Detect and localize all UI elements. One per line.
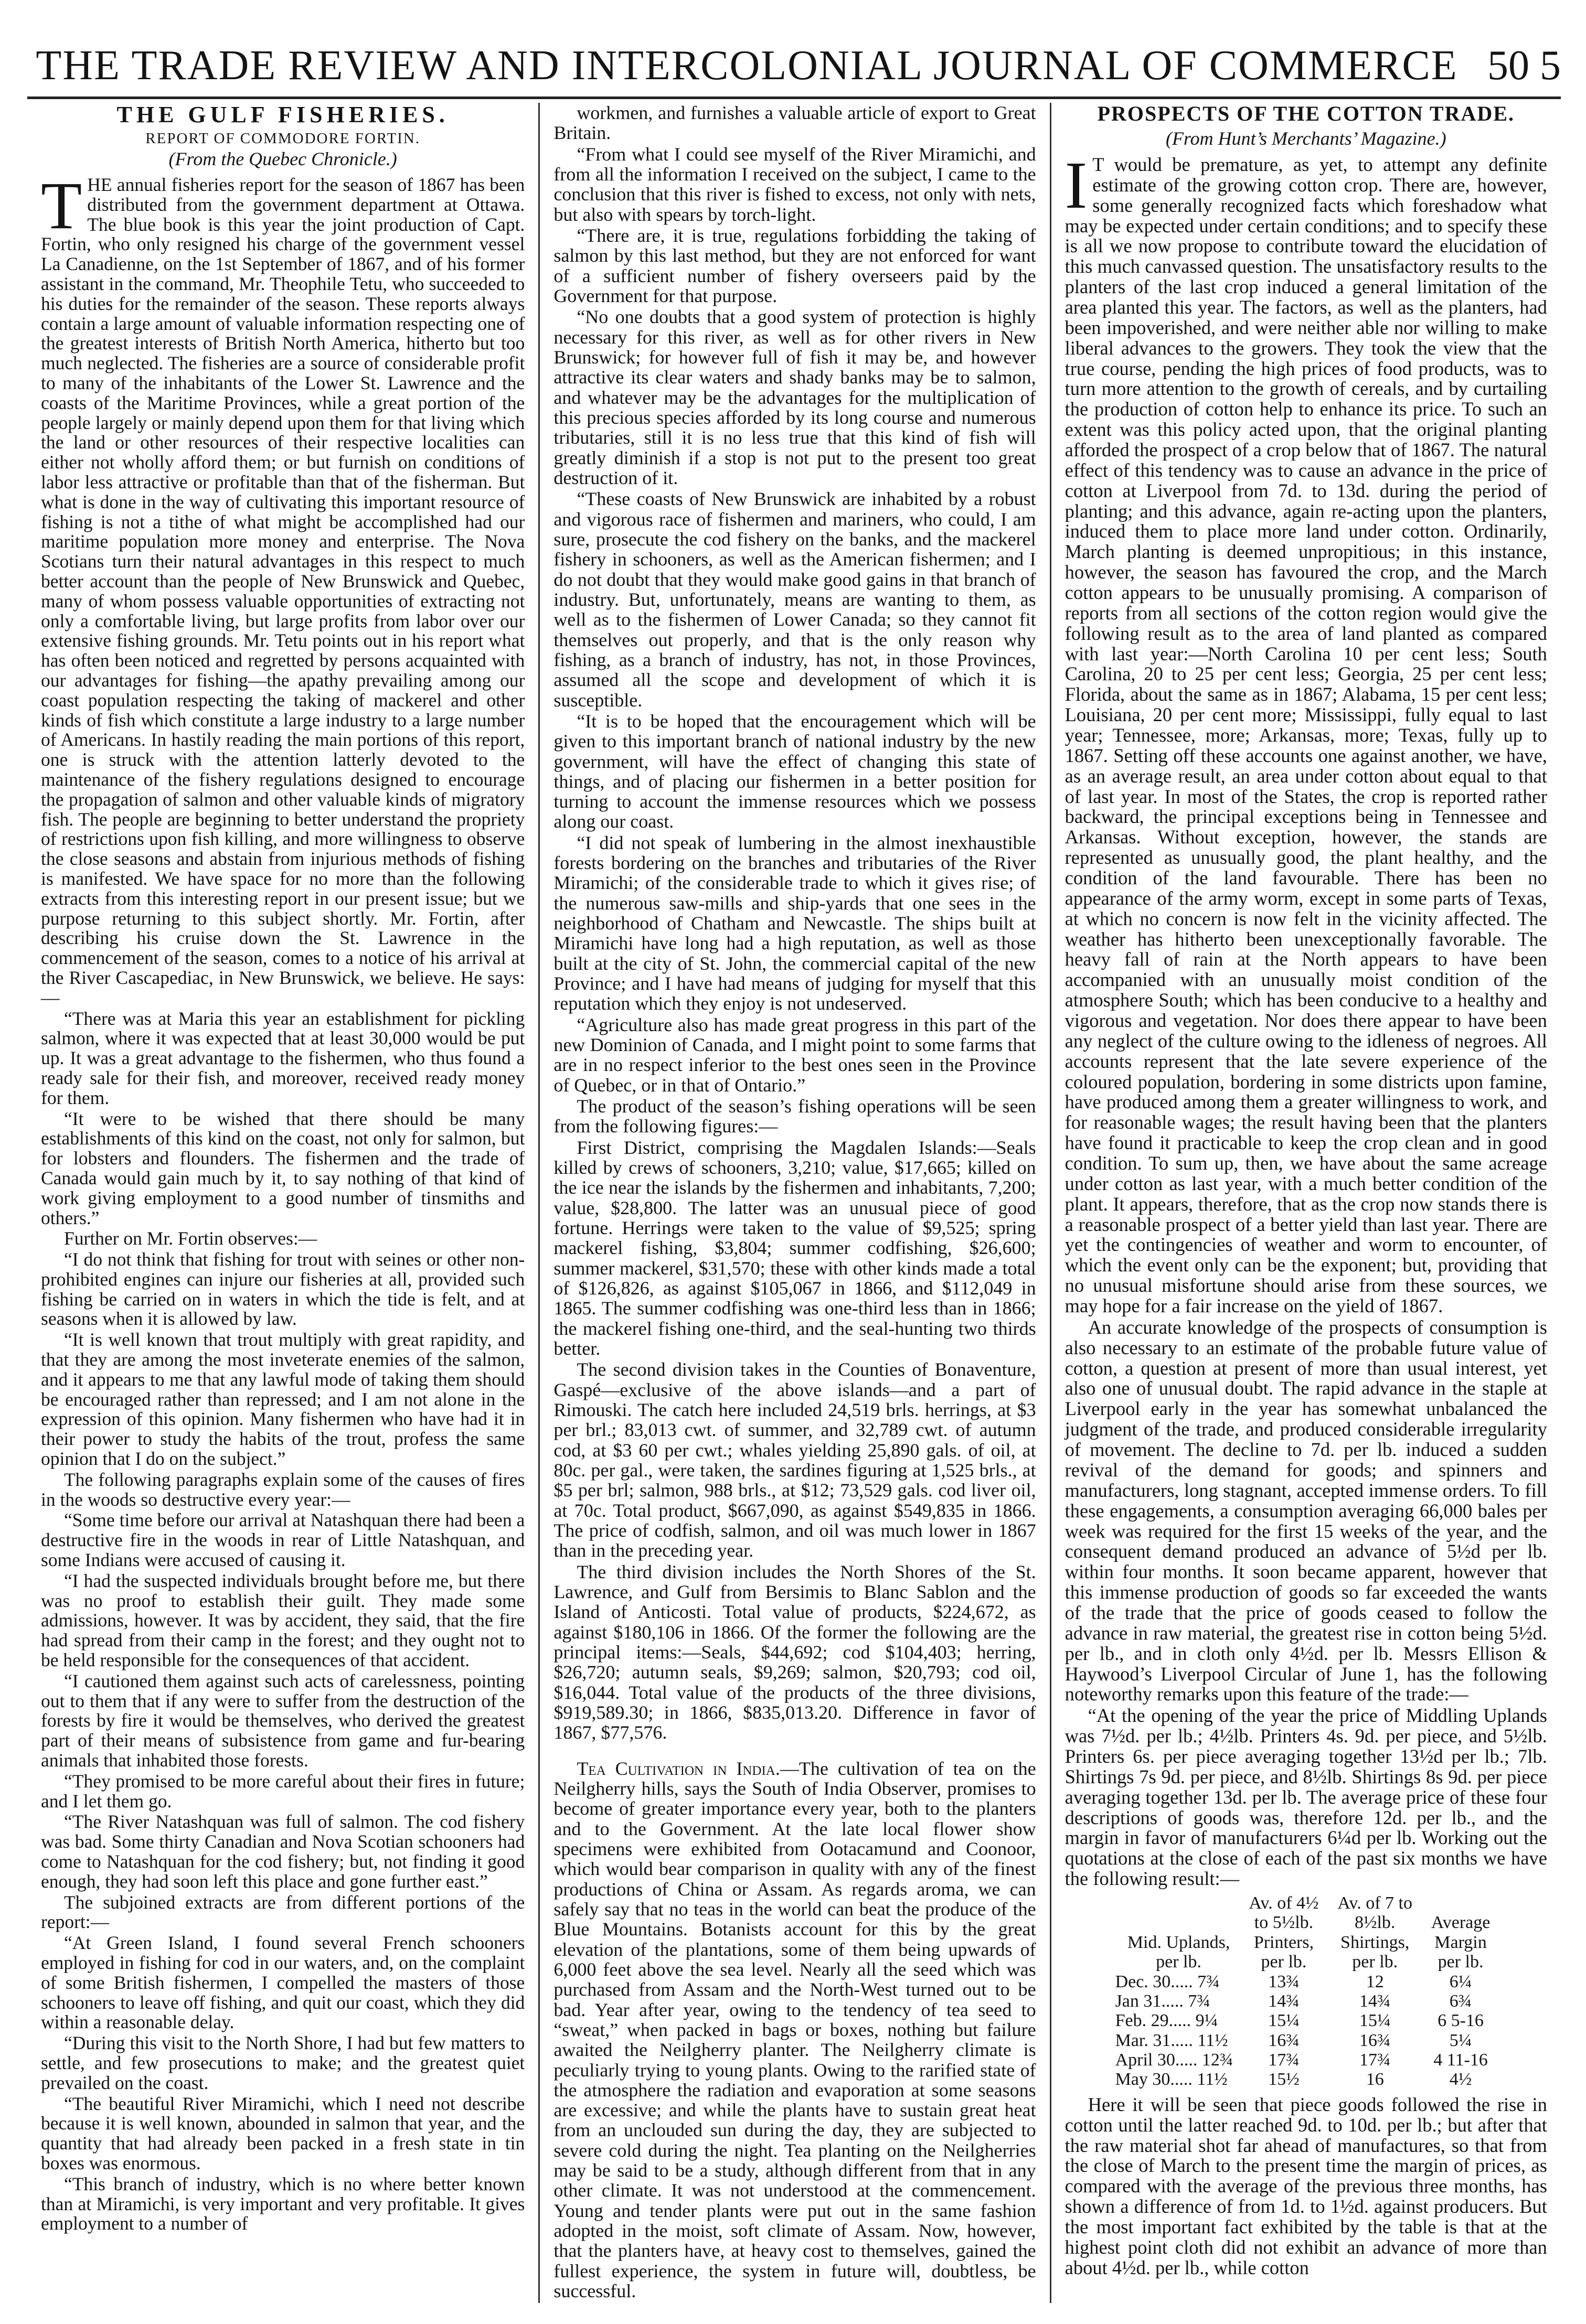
cotton-circular-quote: “At the opening of the year the price of Middling Uplands was 7½d. per lb.; 4½lb. Printers 4s. 9d. per piece, and 5½lb. Printers 6s. per piece averaging together 13½d per lb.; 7lb. Shirtings 7s 9d. per piece, and 8½lb. Shirtings 8s 9d. per piece averaging together 13d. per lb. The average price of these four descriptions of goods was, therefore 12d. per lb., and the margin in favor of manufacturers 6¼d per lb. Working out the quotations at the close of each of the past six months we have the following result:— xyxy=(1065,1705,1547,1890)
table-row xyxy=(1113,1991,1499,2011)
tea-cultivation-heading: Tea Cultivation in India. xyxy=(577,1758,780,1779)
article-paragraph: “I did not speak of lumbering in the almost inexhaustible forests bordering on the branches and tributaries of the River Miramichi; of the considerable trade to which it gives rise; of the numerous saw-mills and ship-yards that one sees in the neighborhood of Chatham and Newcastle. The ships built at Miramichi have long had a high reputation, as well as those built at the city of St. John, the commercial capital of the new Province; and I have had means of judging for myself that this reputation which they enjoy is not undeserved. xyxy=(553,832,1036,1014)
table-cell-month-uplands: Mar. 31..... 11½ xyxy=(1115,2030,1228,2050)
gulf-fisheries-subtitle: REPORT OF COMMODORE FORTIN. xyxy=(145,130,421,147)
article-paragraph: Further on Mr. Fortin observes:— xyxy=(64,1228,317,1249)
table-row xyxy=(1113,2031,1499,2050)
article-paragraph: “They promised to be more careful about their fires in future; and I let them go. xyxy=(41,1770,525,1812)
article-paragraph: “There are, it is true, regulations forbidding the taking of salmon by this last method, but they are not enforced for want of a sufficient number of fishery overseers paid by the Government for that purpose. xyxy=(553,224,1036,306)
article-paragraph: “It is well known that trout multiply with great rapidity, and that they are among the most inveterate enemies of the salmon, and it appears to me that any lawful mode of taking them should be encouraged rather than repressed; and I am not alone in the expression of this opinion. Many fishermen who have had it in their power to study the habits of the trout, profess the same opinion that I do on the subject.” xyxy=(41,1329,525,1470)
article-paragraph: “During this visit to the North Shore, I had but few matters to settle, and few prosecutions to make; and the greatest quiet prevailed on the coast. xyxy=(41,2032,525,2093)
table-cell-shirtings: 12 xyxy=(1366,1972,1384,1991)
article-paragraph: “There was at Maria this year an establishment for pickling salmon, where it was expected that at least 30,000 would be put up. It was a great advantage to the fishermen, who thus found a ready sale for their fish, and moreover, received ready money for them. xyxy=(41,1008,525,1108)
tea-cultivation-text: —The cultivation of tea on the Neilgherry hills, says the South of India Observer, promises to become of greater importance every year, both to the planters and to the Government. At the late local flower show specimens were exhibited from Ootacamund and Coonoor, which would bear comparison in quality with any of the finest productions of China or Assam. As regards aroma, we can safely say that no teas in the world can beat the produce of the Blue Mountains. Botanists account for this by the great elevation of the plantations, some of them being upwards of 6,000 feet above the sea level. Nearly all the seed which was purchased from Assam and the North-West turned out to be bad. Year after year, owing to the tendency of tea seed to “sweat,” when packed in bags or boxes, nothing but failure awaited the Neilgherry planter. The Neilgherry climate is peculiarly trying to young plants. Owing to the rarified state of the atmosphere the radiation and evaporation at some seasons are excessive; and while the plants have to sustain great heat from an unclouded sun during the day, they are subjected to severe cold during the night. Tea planting on the Neilgherries may be said to be a study, although different from that in any other climate. It was not understood at the commencement. Young and tender plants were put out in the same fashion adopted in the moist, soft climate of Assam. Now, however, that the planters have, at heavy cost to themselves, gained the fullest experience, the system in future will, doubtless, be successful. xyxy=(553,1758,1036,2302)
table-header-uplands: Mid. Uplands, per lb. xyxy=(1127,1932,1230,1972)
table-cell-month-uplands: May 30..... 11½ xyxy=(1115,2070,1228,2090)
table-cell-printers: 17¾ xyxy=(1268,2050,1300,2070)
gulf-fisheries-source: (From the Quebec Chronicle.) xyxy=(168,148,397,169)
table-header-margin: Average Margin per lb. xyxy=(1431,1913,1491,1972)
drop-cap: I xyxy=(1065,147,1088,222)
table-cell-month-uplands: Jan 31..... 7¾ xyxy=(1115,1991,1210,2011)
table-cell-shirtings: 16 xyxy=(1366,2070,1384,2090)
tea-cultivation-paragraph xyxy=(553,1759,1036,2301)
article-paragraph: “At Green Island, I found several French schooners employed in fishing for cod in our waters, and, on the complaint of some British fishermen, I compelled the masters of those schooners to leave off fishing, and quit our coast, which they did within a reasonable delay. xyxy=(41,1932,525,2033)
column-3 xyxy=(1050,103,1561,2303)
cotton-conclusion-paragraph: Here it will be seen that piece goods followed the rise in cotton until the latter reached 9d. to 10d. per lb.; but after that the raw material shot far ahead of manufactures, so that from the close of March to the present time the margin of prices, as compared with the average of the previous three months, has shown a difference of from 1d. to 1½d. against producers. But the most important fact exhibited by the table is that at the highest point cloth did not exhibit an advance of more than about 4½d. per lb., while cotton xyxy=(1065,2093,1547,2278)
table-cell-month-uplands: April 30..... 12¾ xyxy=(1115,2050,1233,2070)
table-header-printers: Av. of 4½ to 5½lb. Printers, per lb. xyxy=(1249,1893,1319,1972)
article-paragraph: The product of the season’s fishing operations will be seen from the following figures:— xyxy=(553,1096,1036,1137)
table-cell-margin: 6¼ xyxy=(1449,1972,1472,1991)
article-paragraph: “The beautiful River Miramichi, which I need not describe because it is well known, abounded in salmon that year, and the quantity that had already been packed in a fresh state in tin boxes was enormous. xyxy=(41,2093,525,2173)
article-paragraph: “I cautioned them against such acts of carelessness, pointing out to them that if any were to suffer from the destruction of the forests by fire it would be themselves, who derived the greatest part of their means of subsistence from game and fur-bearing animals that inhabited those forests. xyxy=(41,1670,525,1771)
table-cell-margin: 4½ xyxy=(1449,2070,1472,2090)
gulf-fisheries-body xyxy=(41,1009,525,2234)
article-paragraph: The subjoined extracts are from different portions of the report:— xyxy=(41,1891,525,1933)
table-cell-printers: 15½ xyxy=(1268,2070,1300,2090)
cotton-consumption-paragraph: An accurate knowledge of the prospects of consumption is also necessary to an estimate of the probable future value of cotton, a question at present of more than usual interest, yet also one of unusual doubt. The rapid advance in the staple at Liverpool early in the year has somewhat unbalanced the judgment of the trade, and produced considerable irregularity of movement. The decline to 7d. per lb. induced a sudden revival of the demand for goods; and spinners and manufacturers, long stagnant, accepted immense orders. To fill these engagements, a consumption averaging 66,000 bales per week was required for the first 15 weeks of the year, and the consequent demand produced an advance of 5½d per lb. within four months. It soon became apparent, however that this immense production of goods so far exceeded the wants of the trade that the price of goods ceased to follow the advance in raw material, the greatest rise in cotton being 5½d. per lb., and in cloth only 4½d. per lb. Messrs Ellison & Haywood’s Liverpool Circular of June 1, has the following noteworthy remarks upon this feature of the trade:— xyxy=(1065,1316,1547,1705)
table-header-shirtings: Av. of 7 to 8½lb. Shirtings, per lb. xyxy=(1337,1893,1412,1972)
article-paragraph: “I do not think that fishing for trout with seines or other non-prohibited engines can injure our fisheries at all, provided such fishing be carried on in waters in which the tide is felt, and at seasons when it is allowed by law. xyxy=(41,1249,525,1330)
table-header-row xyxy=(1113,1893,1499,1972)
table-cell-printers: 15¼ xyxy=(1268,2011,1300,2031)
table-body xyxy=(1113,1972,1499,2090)
article-paragraph: First District, comprising the Magdalen Islands:—Seals killed by crews of schooners, 3,210; value, $17,665; killed on the ice near the islands by the fishermen and inhabitants, 7,200; value, $28,800. The latter was an unusual piece of good fortune. Herrings were taken to the value of $9,525; spring mackerel fishing, $3,804; summer codfishing, $26,600; summer mackerel, $31,570; these with other kinds made a total of $126,826, as against $105,067 in 1866, and $112,049 in 1865. The summer codfishing was one-third less than in 1866; the mackerel fishing one-third, and the seal-hunting two thirds better. xyxy=(553,1137,1036,1359)
cotton-intro-text: T would be premature, as yet, to attempt any definite estimate of the growing cotton crop. There are, however, some generally recognized facts which foreshadow what may be expected under certain conditions; and to specify these is all we now propose to contribute toward the elucidation of this much canvassed question. The unsatisfactory results to the planters of the last crop induced a general limitation of the area planted this year. The factors, as well as the planters, had been impoverished, and were neither able nor willing to make liberal advances to the growers. They took the view that the true course, pending the high prices of food products, was to turn more attention to the growth of cereals, and by curtailing the production of cotton help to enhance its price. To such an extent was this policy acted upon, that the original planting afforded the prospect of a crop below that of 1867. The natural effect of this tendency was to cause an advance in the price of cotton at Liverpool from 7d. to 13d. during the period of planting; and this advance, again re-acting upon the planters, induced them to place more land under cotton. Ordinarily, March planting is deemed unpropitious; in this instance, however, the season has favoured the crop, and the March cotton appears to be unusually promising. A comparison of reports from all sections of the cotton region would give the following result as to the area of land planted as compared with last year:—North Carolina 10 per cent less; South Carolina, 20 to 25 per cent less; Georgia, 25 per cent less; Florida, about the same as in 1867; Alabama, 15 per cent less; Louisiana, 20 per cent more; Mississippi, fully equal to last year; Tennessee, more; Arkansas, more; Texas, fully up to 1867. Setting off these accounts one against another, we have, as an average result, an area under cotton about equal to that of last year. In most of the States, the crop is reported rather backward, the principal exceptions being in Tennessee and Arkansas. Without exception, however, the stands are represented as unusually good, the plant healthy, and the condition of the land favourable. There has been no appearance of the army worm, except in some parts of Texas, at which no concern is now felt in the vicinity affected. The weather has hitherto been unexceptionally favorable. The heavy fall of rain at the North appears to have been accompanied with an unusually moist condition of the atmosphere South; which has been conducive to a healthy and vigorous and vegetation. Nor does there appear to have been any neglect of the culture owing to the idleness of negroes. All accounts represent that the late severe experience of the coloured population, bordering in some districts upon famine, have produced among them a greater willingness to work, and for reasonable wages; the result having been that the planters have found it practicable to keep the crop clean and in good condition. To sum up, then, we have about the same acreage under cotton as last year, with a much better condition of the plant. It appears, therefore, that as the crop now stands there is a reasonable prospect of a better yield than last year. There are yet the contingencies of weather and worm to encounter, of which the event only can be the exponent; but, providing that no unusual misfortune should arise from these sources, we may hope for a fair increase on the yield of 1867. xyxy=(1065,153,1547,1317)
journal-title: THE TRADE REVIEW AND INTERCOLONIAL JOURNAL OF COMMERCE xyxy=(36,42,1458,89)
article-paragraph: “Agriculture also has made great progress in this part of the new Dominion of Canada, and I might point to some farms that are in no respect inferior to the best ones seen in the Province of Quebec, or in that of Ontario.” xyxy=(553,1014,1036,1096)
article-paragraph: “These coasts of New Brunswick are inhabited by a robust and vigorous race of fishermen and mariners, who could, I am sure, prosecute the cod fishery on the banks, and the mackerel fishery in schooners, as well as the American fishermen; and I do not doubt that they would make good gains in that branch of industry. But, unfortunately, means are wanting to them, as well as to the fishermen of Lower Canada; so they cannot fit themselves out properly, and that is the only reason why fishing, as a branch of industry, has not, in those Provinces, assumed all the scope and development of which it is susceptible. xyxy=(553,488,1036,711)
table-cell-margin: 6¾ xyxy=(1449,1991,1472,2011)
table-cell-margin: 4 11-16 xyxy=(1433,2050,1488,2070)
table-cell-margin: 6 5-16 xyxy=(1438,2011,1484,2031)
gulf-intro-text: HE annual fisheries report for the season of 1867 has been distributed from the government department at Ottawa. The blue book is this year the joint production of Capt. Fortin, who only resigned his charge of the government vessel La Canadienne, on the 1st September of 1867, and of his former assistant in the command, Mr. Theophile Tetu, who succeeded to his duties for the remainder of the season. These reports always contain a large amount of valuable information respecting one of the greatest interests of British North America, hitherto but too much neglected. The fisheries are a source of considerable profit to many of the inhabitants of the Lower St. Lawrence and the coasts of the Maritime Provinces, while a great portion of the people largely or mainly depend upon them for that living which the land or other resources of their respective localities can either not wholly afford them; or but furnish on conditions of labor less attractive or profitable than that of the fisherman. But what is done in the way of cultivating this important resource of fishing is not a tithe of what might be accomplished had our maritime population more money and enterprise. The Nova Scotians turn their natural advantages in this respect to much better account than the people of New Brunswick and Quebec, many of whom possess valuable opportunities of extracting not only a comfortable living, but large profits from labor over our extensive fishing grounds. Mr. Tetu points out in his report what has often been noticed and regretted by persons acquainted with our advantages for fishing—the apathy prevailing among our coast population respecting the taking of mackerel and other kinds of fish which constitute a large industry to a large number of Americans. In hastily reading the main portions of this report, one is struck with the attention latterly devoted to the maintenance of the fishery regulations designed to encourage the propagation of salmon and other valuable kinds of migratory fish. The people are beginning to better understand the propriety of restrictions upon fish killing, and more willingness to observe the close seasons and abstain from injurious methods of fishing is manifested. We have space for no more than the following extracts from this interesting report in our present issue; but we purpose returning to this subject shortly. Mr. Fortin, after describing his cruise down the St. Lawrence in the commencement of the season, comes to a notice of his arrival at the River Cascapediac, in New Brunswick, we believe. He says:— xyxy=(41,174,525,1008)
article-columns xyxy=(27,103,1561,2303)
masthead xyxy=(27,38,1561,99)
table-cell-shirtings: 17¾ xyxy=(1359,2050,1391,2070)
table-cell-printers: 13¾ xyxy=(1268,1972,1300,1991)
table-row xyxy=(1113,2050,1499,2070)
column-2 xyxy=(538,103,1049,2303)
gulf-fisheries-intro xyxy=(41,168,525,1008)
article-paragraph: “I had the suspected individuals brought before me, but there was no proof to establish their guilt. They made some admissions, however. It was by accident, they said, that the fire had spread from their camp in the forest; and they ought not to be held responsible for the consequences of that accident. xyxy=(41,1570,525,1671)
table-cell-shirtings: 15¼ xyxy=(1359,2011,1391,2031)
column-1 xyxy=(27,103,538,2303)
article-paragraph: The following paragraphs explain some of the causes of fires in the woods so destructive every year:— xyxy=(41,1469,525,1510)
page-number: 50 5 xyxy=(1487,42,1561,89)
article-paragraph: workmen, and furnishes a valuable article of export to Great Britain. xyxy=(553,103,1036,144)
article-paragraph: The third division includes the North Shores of the St. Lawrence, and Gulf from Bersimis to Blanc Sablon and the Island of Anticosti. Total value of products, $224,672, as against $180,106 in 1866. Of the former the following are the principal items:—Seals, $44,692; cod $104,403; herring, $26,720; autumn seals, $9,269; salmon, $20,793; cod oil, $16,044. Total value of the products of the three divisions, $919,589.30; in 1866, $835,013.20. Difference in favor of 1867, $77,576. xyxy=(553,1561,1036,1743)
table-cell-margin: 5¼ xyxy=(1449,2030,1472,2050)
table-row xyxy=(1113,1972,1499,1991)
cotton-trade-title: PROSPECTS OF THE COTTON TRADE. xyxy=(1097,103,1515,125)
article-paragraph: “Some time before our arrival at Natashquan there had been a destructive fire in the woods in rear of Little Natashquan, and some Indians were accused of causing it. xyxy=(41,1509,525,1571)
table-header-month xyxy=(1113,1893,1117,1972)
article-paragraph: “No one doubts that a good system of protection is highly necessary for this river, as well as for other rivers in New Brunswick; for however full of fish it may be, and however attractive its clear waters and shady banks may be to salmon, and whatever may be the advantages for the multiplication of this precious species afforded by its long course and numerous tributaries, still it is no less true that this kind of fish will greatly diminish if a stop is not put to the present too great destruction of it. xyxy=(553,306,1036,488)
table-cell-month-uplands: Feb. 29..... 9¼ xyxy=(1115,2011,1218,2031)
cotton-trade-intro xyxy=(1065,147,1547,1317)
table-row xyxy=(1113,2011,1499,2030)
gulf-fisheries-continued xyxy=(553,103,1036,1743)
table-cell-month-uplands: Dec. 30..... 7¾ xyxy=(1115,1972,1220,1991)
article-paragraph: The second division takes in the Counties of Bonaventure, Gaspé—exclusive of the above islands—and a part of Rimouski. The catch here included 24,519 brls. herrings, at $3 per brl.; 83,013 cwt. of summer, and 32,789 cwt. of autumn cod, at $3 60 per cwt.; whales yielding 25,890 gals. of oil, at 80c. per gal., were taken, the sardines figuring at 1,525 brls., at $5 per brl; salmon, 988 brls., at $12; 73,529 gals. cod liver oil, at 70c. Total product, $667,090, as against $549,835 in 1866. The price of codfish, salmon, and oil was much lower in 1867 than in the preceding year. xyxy=(553,1359,1036,1561)
article-paragraph: “It is to be hoped that the encouragement which will be given to this important branch of national industry by the new government, will have the effect of changing this state of things, and of placing our fishermen in a better position for turning to account the immense resources which we possess along our coast. xyxy=(553,710,1036,832)
article-paragraph: “It were to be wished that there should be many establishments of this kind on the coast, not only for salmon, but for lobsters and flounders. The fishermen and the trade of Canada would gain much by it, to say nothing of that kind of work giving employment to a good number of tinsmiths and others.” xyxy=(41,1108,525,1228)
table-row xyxy=(1113,2070,1499,2089)
table-cell-printers: 16¾ xyxy=(1268,2030,1300,2050)
cotton-trade-source: (From Hunt’s Merchants’ Magazine.) xyxy=(1165,127,1446,149)
table-cell-shirtings: 16¾ xyxy=(1359,2030,1391,2050)
table-cell-shirtings: 14¾ xyxy=(1359,1991,1391,2011)
article-paragraph: “This branch of industry, which is no where better known than at Miramichi, is very important and very profitable. It gives employment to a number of xyxy=(41,2173,525,2234)
cotton-price-table xyxy=(1113,1893,1499,2090)
article-paragraph: “From what I could see myself of the River Miramichi, and from all the information I received on the subject, I came to the conclusion that this river is fished to excess, not only with nets, but also with spears by torch-light. xyxy=(553,143,1036,225)
gulf-fisheries-title: THE GULF FISHERIES. xyxy=(116,103,449,127)
drop-cap: T xyxy=(41,168,82,243)
table-cell-printers: 14¾ xyxy=(1268,1991,1300,2011)
article-paragraph: “The River Natashquan was full of salmon. The cod fishery was bad. Some thirty Canadian and Nova Scotian schooners had come to Natashquan for the cod fishery; but, not finding it good enough, they had soon left this place and gone further east.” xyxy=(41,1811,525,1892)
